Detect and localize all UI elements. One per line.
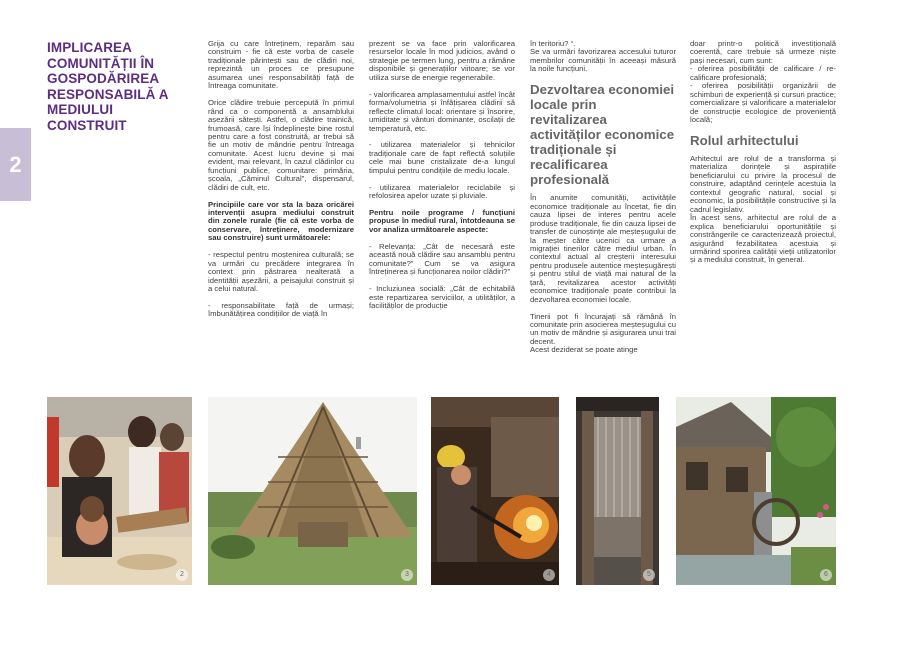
list-item: - utilizarea materialelor și tehnicilor tradiționale care de fapt reflectă soluțiile cele mai bune cristalizate de-a lungul timpului pentru condițiile de mediu locale. <box>369 140 515 175</box>
list-item: - utilizarea materialelor reciclabile și refolosirea apelor uzate și pluviale. <box>369 182 515 201</box>
thatched-hut-illustration <box>208 397 417 585</box>
paragraph: În acest sens, arhitectul are rolul de a explica beneficiarului oportunitățile și constrângerile ce caracterizează proiectul, asigurând fezabilitatea acestuia și urmărind sporirea calității vieții utilizatorilor și a mediului construit, în general. <box>690 213 836 265</box>
text-column-2 <box>369 40 515 319</box>
loom-illustration <box>576 397 659 585</box>
photo-number: 3 <box>401 569 413 581</box>
photo-thatched-hut <box>208 397 417 585</box>
photo-number: 2 <box>176 569 188 581</box>
photo-number: 4 <box>543 569 555 581</box>
paragraph: Arhitectul are rolul de a transforma și materializa dorințele și aspirațiile beneficiarului cu privire la procesul de construire, adaptând cerințele acestuia la contextul geografic natural, social și economic, la posibilitățile constructive și la cadrul legislativ. <box>690 153 836 214</box>
paragraph: doar printr-o politică investițională coerentă, care trebuie să urmeze niște pași necesari, cum sunt: <box>690 39 836 65</box>
clay-workshop-illustration <box>47 397 192 585</box>
list-item: - respectul pentru moștenirea culturală; se va urmări cu precădere integrarea în context prin păstrarea nealterată a identității așezării, a peisajului construit și a celui natural. <box>208 250 354 294</box>
list-item: - responsabilitate față de urmași; îmbunătățirea condițiilor de viață în <box>208 300 354 319</box>
paragraph: În anumite comunități, activitățile economice tradiționale au încetat, fie din cauza lipsei de interes pentru acele produse tradiționale, fie din cauza lipsei de transfer de cunoștințe ale meșteșugului de la meșter către ucenici ca urmare a migrației tinerilor către mediul urban. În contextul actual al creșterii interesului pentru produsele autentice meșteșugărești și pentru stilul de viață mai natural de la țară, revitalizarea acestor activități economice tradiționale poate contribui la dezvoltarea economiei locale. <box>530 193 676 304</box>
principles-intro: Principiile care vor sta la baza oricărei intervenții asupra mediului construit din zonele rurale (fie că este vorba de conservare, întreținere, modernizare sau construire) sunt următoarele: <box>208 199 354 243</box>
list-item: - valorificarea amplasamentului astfel încât forma/volumetria și înfățișarea clădirii să reflecte climatul local: orientare și însorire, umiditate și vânturi dominante, oscilații de temperatură, etc. <box>369 89 515 133</box>
photo-clay-workshop <box>47 397 192 585</box>
page-number-tab <box>0 128 31 201</box>
photo-weaving-loom <box>576 397 659 585</box>
paragraph: Orice clădire trebuie percepută în primul rând ca o componentă a ansamblului așezării sătești. Astfel, o clădire trainică, frumoasă, care își îndeplinește bine rostul pentru care a fost construită, ar trebui să fie un motiv de mândrie pentru întreaga comunitate. Acest lucru devine și mai evident, mai relevant, în cazul clădirilor cu funcțiuni publice, comunitare: primăria, școala, „Căminul Cultural", dispensarul, clădiri de cult, etc. <box>208 98 354 192</box>
photo-number: 6 <box>820 569 832 581</box>
list-item: - Incluziunea socială: „Cât de echitabilă este repartizarea serviciilor, a utilităților, a facilităților de producție <box>369 284 515 310</box>
paragraph: Se va urmări favorizarea accesului tuturor membrilor comunității în aceeași măsură la noile funcțiuni. <box>530 47 676 74</box>
photo-blacksmith-forge <box>431 397 559 585</box>
paragraph: prezent se va face prin valorificarea resurselor locale în mod judicios, având o strategie pe termen lung, pentru a rămâne disponibile și generațiilor viitoare; se vor utiliza surse de energie regenerabile. <box>369 39 515 82</box>
section-heading-architect: Rolul arhitectului <box>690 132 799 148</box>
paragraph: Tinerii pot fi încurajați să rămână în comunitate prin asocierea meșteșugului cu un motiv de mândrie și asigurarea unui trai decent. <box>530 311 676 346</box>
paragraph: în teritoriu? “. <box>530 39 576 48</box>
text-column-3 <box>530 40 676 363</box>
page-title: IMPLICAREA COMUNITĂȚII ÎN GOSPODĂRIREA RESPONSABILĂ A MEDIULUI CONSTRUIT <box>47 40 169 133</box>
photo-water-mill <box>676 397 836 585</box>
page-number: 2 <box>9 151 22 177</box>
list-item: - oferirea posibilității de calificare / re-calificare profesională; <box>690 64 836 82</box>
programs-intro: Pentru noile programe / funcțiuni propuse în mediul rural, întotdeauna se vor analiza următoarele aspecte: <box>369 208 515 234</box>
list-item: - Relevanța: „Cât de necesară este această nouă clădire sau ansamblu pentru comunitate?” Cum se va asigura întreținerea și funcționarea noilor clădiri?” <box>369 241 515 277</box>
list-item: - oferirea posibilității organizării de schimburi de experiență și cursuri practice; comercializare și valorificare a materialelor de construcție ecologice de proveniență locală; <box>690 81 836 125</box>
blacksmith-illustration <box>431 397 559 585</box>
text-column-4 <box>690 40 836 273</box>
section-heading-economy: Dezvoltarea economiei locale prin revitalizarea activităților economice tradiționale și recalificarea profesională <box>530 82 675 188</box>
paragraph: Grija cu care întreținem, reparăm sau construim - fie că este vorba de casele tradiționale părintești sau de clădiri noi, reprezintă un proces ce presupune asumarea unei responsabilități față de întreaga comunitate. <box>208 39 354 91</box>
paragraph: Acest deziderat se poate atinge <box>530 345 638 355</box>
water-mill-illustration <box>676 397 836 585</box>
text-column-1 <box>208 40 354 327</box>
photo-number: 5 <box>643 569 655 581</box>
